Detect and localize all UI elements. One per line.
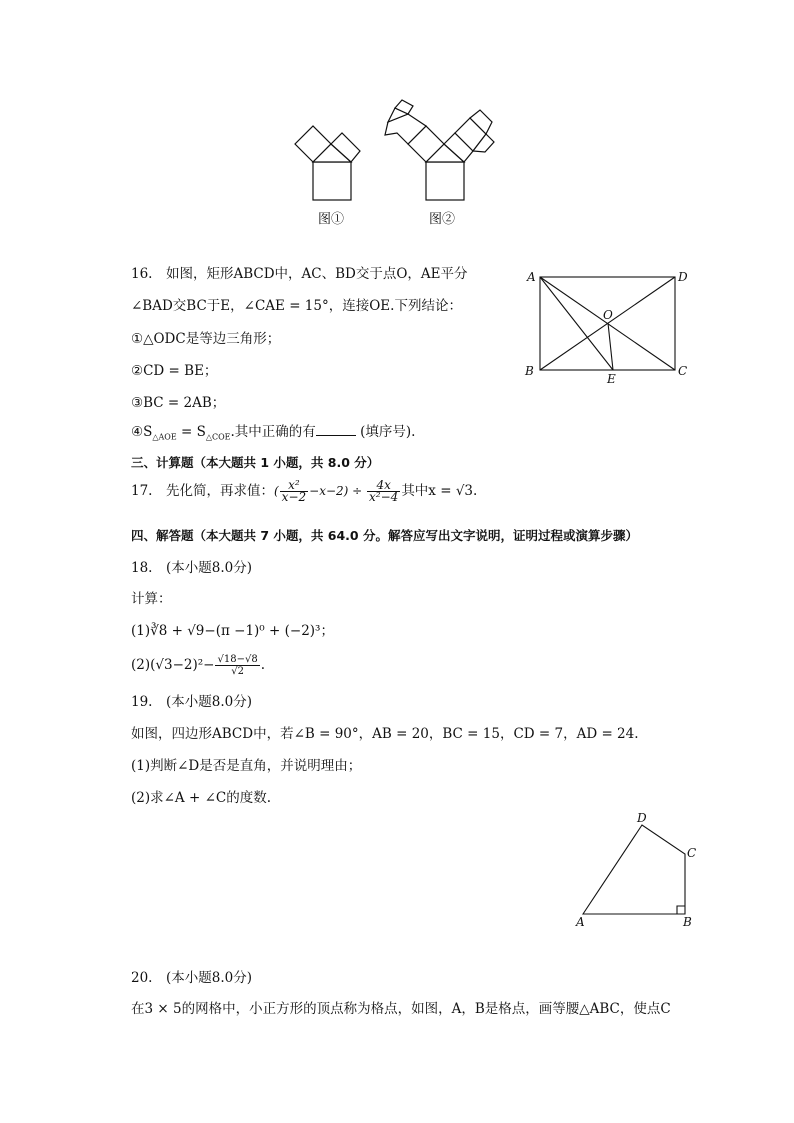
section-3-heading: 三、计算题（本大题共 1 小题，共 8.0 分） [131,455,380,470]
q18-intro: 计算： [131,591,172,607]
q16-area-sub2: △COE [205,432,231,442]
q17-fraction-1 [280,480,308,503]
label-a: A [527,270,536,284]
q19-line2: (1)判断∠D是否是直角，并说明理由； [131,758,362,774]
q17-f2-num: 4x [367,480,400,492]
label-b: B [525,364,534,378]
quadrilateral-figure [570,808,705,933]
q18-part2-end: . [260,657,265,673]
q16-line1: 16. 如图，矩形ABCD中，AC、BD交于点O，AE平分 [131,266,468,282]
q17-f2-den: x²−4 [369,490,399,504]
q16-line6 [131,423,415,447]
q17-open-paren: ( [273,484,279,498]
q18-heading: 18. (本小题8.0分) [131,560,252,576]
q18-part2 [131,654,265,677]
figure-2-caption: 图② [429,212,456,227]
label-d: D [678,270,688,284]
q16-area-eq: = S [176,424,206,440]
rectangle-figure [520,265,700,390]
label-b: B [683,915,692,929]
q20-heading: 20. (本小题8.0分) [131,970,252,986]
segment-ae [540,277,613,370]
segment-oe [608,323,613,370]
label-d: D [637,811,647,825]
q17-prefix: 17. 先化简，再求值： [131,483,274,499]
q17-line [131,480,477,503]
quadrilateral-abcd [583,825,685,914]
section-4-heading: 四、解答题（本大题共 7 小题，共 64.0 分。解答应写出文字说明，证明过程或演算步骤） [131,528,638,543]
q17-f1-num: x² [280,480,308,492]
q18-fraction [215,654,259,677]
q17-middle: −x−2) ÷ [309,484,367,498]
fig2-bottom-square [426,162,464,200]
fig1-bottom-square [313,162,351,200]
q16-area-s1: ④S [131,424,153,440]
label-c: C [687,846,697,860]
label-e: E [607,372,616,386]
right-angle-mark [677,906,685,914]
answer-blank [316,423,356,436]
q16-line5: ③BC = 2AB； [131,395,226,411]
q19-heading: 19. (本小题8.0分) [131,694,252,710]
q16-fill-hint: (填序号). [360,424,416,440]
q16-area-sub1: △AOE [152,432,177,442]
figure-1-caption: 图① [318,212,345,227]
q18-part1: (1)∛8 + √9−(π −1)⁰ + (−2)³； [131,623,334,639]
label-a: A [576,915,585,929]
q16-line2: ∠BAD交BC于E，∠CAE = 15°，连接OE.下列结论： [131,298,462,314]
label-o: O [603,308,613,322]
q18-part2-lead: (2)(√3−2)²− [131,657,215,673]
q19-line1: 如图，四边形ABCD中，若∠B = 90°，AB = 20，BC = 15，CD = 7，AD = 24. [131,726,639,742]
q18-frac-den: √2 [231,666,244,677]
q16-line4: ②CD = BE； [131,363,218,379]
q16-answer-prompt: .其中正确的有 [230,424,316,440]
q17-suffix: 其中x = √3. [401,483,478,499]
pythagoras-figures [280,90,520,205]
q18-frac-num: √18−√8 [217,654,258,665]
label-c: C [678,364,688,378]
q19-line3: (2)求∠A + ∠C的度数. [131,790,272,806]
q16-line3: ①△ODC是等边三角形； [131,331,281,347]
q17-f1-den: x−2 [281,490,307,504]
q20-line1: 在3 × 5的网格中，小正方形的顶点称为格点，如图，A，B是格点，画等腰△ABC，使点C [131,1001,671,1017]
q17-fraction-2 [367,480,400,503]
